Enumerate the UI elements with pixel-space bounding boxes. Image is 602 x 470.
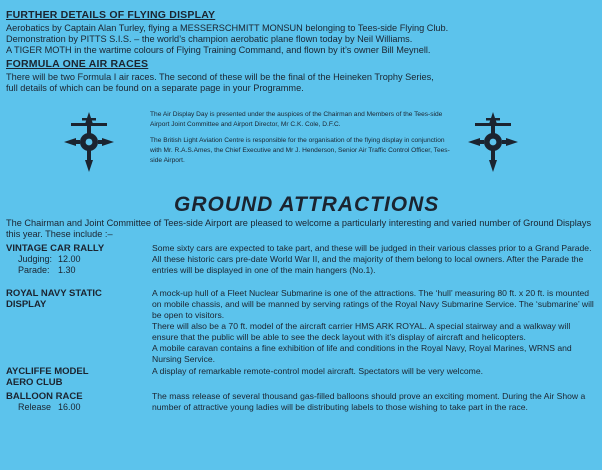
rally-desc-text: Some sixty cars are expected to take part, and these will be judged in their various classes prior to a Grand Parade. All these historic cars pre-date World War II, and the majority of them belong to local owners. After the Parade the entries will be displayed in one of the main hangers (No.1). bbox=[152, 243, 592, 275]
flying-display-heading: FURTHER DETAILS OF FLYING DISPLAY bbox=[6, 9, 216, 21]
release-time: 16.00 bbox=[58, 402, 81, 412]
aycliffe-desc-text: A display of remarkable remote-control model aircraft. Spectators will be very welcome. bbox=[152, 366, 483, 376]
balloon-desc-text: The mass release of several thousand gas-filled balloons should prove an exciting moment. During the Air Show a number of attractive young ladies will be distributing labels to those wishing to take part in the race. bbox=[152, 391, 586, 412]
aycliffe-label bbox=[6, 366, 151, 388]
navy-title-1: ROYAL NAVY STATIC bbox=[6, 288, 102, 299]
navy-desc-3: A mobile caravan contains a fine exhibition of life and conditions in the Royal Navy, Royal Marines, WRNS and Nursing Service. bbox=[152, 343, 572, 364]
navy-desc-2: There will also be a 70 ft. model of the aircraft carrier HMS ARK ROYAL. A special stairway and a walkway will ensure that the public will be able to see the deck layout with it’s display of aircraft and helicopters. bbox=[152, 321, 571, 342]
rally-judging bbox=[6, 254, 151, 265]
notice-paragraph-1: The Air Display Day is presented under the auspices of the Chairman and Members of the Tees-side Airport Joint Committee and Airport Director, Mr C.K. Cole, D.F.C. bbox=[150, 111, 443, 128]
vintage-car-rally-label bbox=[6, 243, 151, 276]
notice-paragraph-2: The British Light Aviation Centre is responsible for the organisation of the flying display in conjunction with Mr. R.A.S.Ames, the Chief Executive and Mr J. Henderson, Senior Air Traffic Control Officer, Tees-side Airport. bbox=[150, 137, 450, 164]
aircraft-compass-emblem-right-icon bbox=[466, 110, 520, 174]
ground-intro: The Chairman and Joint Committee of Tees-side Airport are pleased to welcome a particularly interesting and varied number of Ground Displays this year. These include :– bbox=[6, 218, 592, 239]
release-label: Release bbox=[18, 402, 52, 412]
flying-line-3: A TIGER MOTH in the wartime colours of Flying Training Command, and flown by it’s owner Bill Meynell. bbox=[6, 45, 431, 55]
rally-title: VINTAGE CAR RALLY bbox=[6, 243, 105, 254]
flying-line-2: Demonstration by PITTS S.I.S. – the world’s champion aerobatic plane flown today by Neil Williams. bbox=[6, 34, 413, 44]
ground-attractions-title: GROUND ATTRACTIONS bbox=[174, 193, 440, 216]
flying-line-1: Aerobatics by Captain Alan Turley, flying a MESSERSCHMITT MONSUN belonging to Tees-side Flying Club. bbox=[6, 23, 449, 33]
parade-time: 1.30 bbox=[58, 265, 76, 275]
royal-navy-label bbox=[6, 288, 151, 310]
formula-line-1: There will be two Formula I air races. The second of these will be the final of the Heineken Trophy Series, bbox=[6, 72, 434, 82]
parade-label: Parade: bbox=[18, 265, 50, 275]
judging-label: Judging: bbox=[18, 254, 53, 264]
aycliffe-title-1: AYCLIFFE MODEL bbox=[6, 366, 89, 377]
formula-heading: FORMULA ONE AIR RACES bbox=[6, 58, 149, 70]
navy-title-2: DISPLAY bbox=[6, 299, 47, 310]
navy-description bbox=[152, 288, 598, 365]
balloon-race-label bbox=[6, 391, 151, 413]
aircraft-compass-emblem-left-icon bbox=[62, 110, 116, 174]
balloon-description bbox=[152, 391, 598, 413]
balloon-title: BALLOON RACE bbox=[6, 391, 83, 402]
aycliffe-description bbox=[152, 366, 598, 377]
organisers-notice bbox=[150, 110, 450, 172]
rally-parade bbox=[6, 265, 151, 276]
judging-time: 12.00 bbox=[58, 254, 81, 264]
navy-desc-1: A mock-up hull of a Fleet Nuclear Submarine is one of the attractions. The ‘hull’ measuring 80 ft. x 20 ft. is mounted on mobile chassis, and will be manned by serving ratings of the Royal Navy Submarine Service. The ‘submarine’ will be open to visitors. bbox=[152, 288, 594, 320]
aycliffe-title-2: AERO CLUB bbox=[6, 377, 63, 388]
balloon-release bbox=[6, 402, 151, 413]
rally-description bbox=[152, 243, 598, 276]
formula-line-2: full details of which can be found on a separate page in your Programme. bbox=[6, 83, 304, 93]
